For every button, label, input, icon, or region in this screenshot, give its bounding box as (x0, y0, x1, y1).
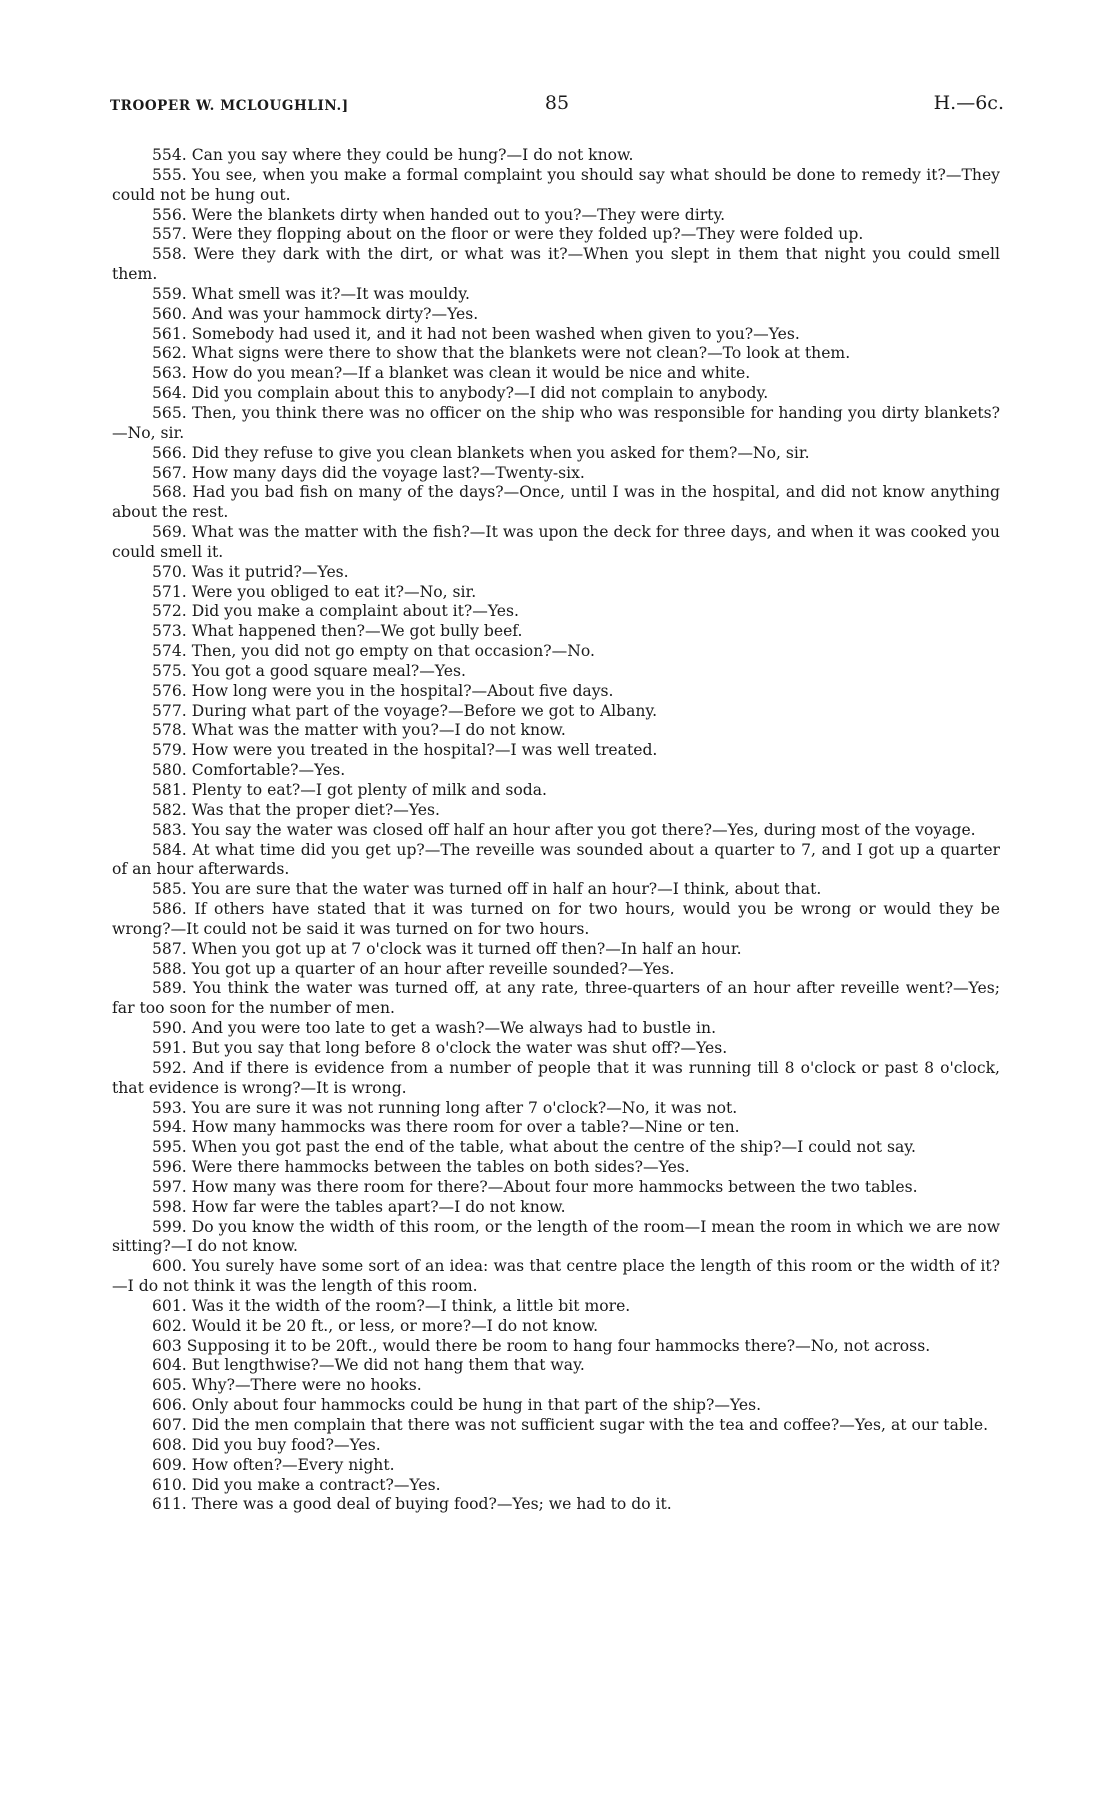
question-number: 564. (152, 384, 187, 403)
question-text: Supposing it to be 20ft., would there be room to hang four hammocks there?—No, not across. (186, 1336, 931, 1355)
question-entry (112, 1218, 1000, 1258)
question-entry (112, 602, 1000, 622)
question-number: 593. (152, 1098, 187, 1117)
question-text: Then, you think there was no officer on the ship who was responsible for handing you dirty blankets?—No, sir. (112, 403, 1000, 442)
question-number: 596. (152, 1158, 187, 1177)
question-entry (112, 384, 1000, 404)
question-text: But lengthwise?—We did not hang them that way. (191, 1356, 585, 1375)
question-text: What was the matter with the fish?—It was upon the deck for three days, and when it was cooked you could smell it. (112, 523, 1000, 561)
question-text: How many days did the voyage last?—Twenty-six. (191, 463, 585, 482)
question-text: You got a good square meal?—Yes. (191, 661, 466, 680)
question-entry (112, 880, 1000, 900)
question-number: 610. (152, 1475, 187, 1494)
question-entry (112, 1416, 1000, 1436)
question-entry (112, 1099, 1000, 1119)
question-entry (112, 245, 1000, 285)
question-text: Did you complain about this to anybody?—I did not complain to anybody. (191, 384, 769, 403)
question-number: 591. (152, 1038, 187, 1057)
question-number: 560. (152, 304, 187, 323)
question-entry (112, 821, 1000, 841)
question-entry (112, 1257, 1000, 1297)
question-text: Do you know the width of this room, or the length of the room—I mean the room in which we are now sitting?—I do not know. (112, 1217, 1000, 1256)
question-text: And if there is evidence from a number of people that it was running till 8 o'clock or past 8 o'clock, that evidence is wrong?—It is wrong. (112, 1058, 1000, 1097)
question-text: What smell was it?—It was mouldy. (191, 284, 470, 303)
question-entry (112, 444, 1000, 464)
question-number: 555. (152, 165, 187, 184)
question-entry (112, 146, 1000, 166)
question-entry (112, 206, 1000, 226)
question-entry (112, 225, 1000, 245)
question-entry (112, 1317, 1000, 1337)
question-text: Was it the width of the room?—I think, a little bit more. (191, 1296, 631, 1315)
question-number: 558. (152, 245, 187, 264)
question-text: When you got past the end of the table, what about the centre of the ship?—I could not say. (191, 1138, 916, 1157)
question-text: You got up a quarter of an hour after reveille sounded?—Yes. (191, 959, 675, 978)
question-text: Only about four hammocks could be hung in that part of the ship?—Yes. (191, 1396, 762, 1415)
question-entry (112, 702, 1000, 722)
question-entry (112, 662, 1000, 682)
question-number: 557. (152, 225, 187, 244)
question-number: 570. (152, 562, 187, 581)
question-number: 569. (152, 523, 187, 542)
question-text: How were you treated in the hospital?—I was well treated. (191, 741, 658, 760)
question-number: 579. (152, 741, 187, 760)
question-number: 572. (152, 602, 187, 621)
question-number: 598. (152, 1197, 187, 1216)
question-text: Had you bad fish on many of the days?—Once, until I was in the hospital, and did not know anything about the rest. (112, 483, 1000, 522)
question-number: 562. (152, 344, 187, 363)
question-number: 574. (152, 642, 187, 661)
question-text: Then, you did not go empty on that occasion?—No. (191, 642, 595, 661)
question-entry (112, 1356, 1000, 1376)
page-number: 85 (544, 92, 570, 114)
question-number: 563. (152, 364, 187, 383)
question-entry (112, 622, 1000, 642)
question-number: 609. (152, 1455, 187, 1474)
question-number: 589. (152, 979, 187, 998)
question-number: 600. (152, 1257, 187, 1276)
question-text: And you were too late to get a wash?—We always had to bustle in. (191, 1019, 717, 1038)
question-entry (112, 583, 1000, 603)
question-number: 567. (152, 463, 187, 482)
question-text: But you say that long before 8 o'clock the water was shut off?—Yes. (191, 1038, 728, 1057)
question-text: And was your hammock dirty?—Yes. (191, 304, 479, 323)
question-text: Were the blankets dirty when handed out to you?—They were dirty. (191, 205, 726, 224)
question-text: What was the matter with you?—I do not know. (191, 721, 566, 740)
question-number: 592. (152, 1058, 187, 1077)
question-entry (112, 1456, 1000, 1476)
question-entry (112, 781, 1000, 801)
question-entry (112, 1019, 1000, 1039)
question-text: You surely have some sort of an idea: was that centre place the length of this room or the width of it?—I do not think it was the length of this room. (112, 1257, 1000, 1296)
question-text: Did you make a complaint about it?—Yes. (191, 602, 519, 621)
question-entry (112, 801, 1000, 821)
question-text: Would it be 20 ft., or less, or more?—I do not know. (191, 1316, 599, 1335)
question-entry (112, 1198, 1000, 1218)
question-number: 576. (152, 681, 187, 700)
question-number: 565. (152, 403, 187, 422)
question-text: How often?—Every night. (191, 1455, 395, 1474)
question-text: How far were the tables apart?—I do not know. (191, 1197, 566, 1216)
question-entry (112, 761, 1000, 781)
question-entry (112, 940, 1000, 960)
question-entry (112, 464, 1000, 484)
question-entry (112, 364, 1000, 384)
question-text: How many hammocks was there room for over a table?—Nine or ten. (191, 1118, 740, 1137)
question-entry (112, 721, 1000, 741)
question-number: 556. (152, 205, 187, 224)
question-text: How many was there room for there?—About four more hammocks between the two tables. (191, 1177, 918, 1196)
question-entry (112, 404, 1000, 444)
question-entry (112, 900, 1000, 940)
question-number: 595. (152, 1138, 187, 1157)
question-entry (112, 1337, 1000, 1357)
question-entry (112, 979, 1000, 1019)
question-number: 590. (152, 1019, 187, 1038)
question-entry (112, 1138, 1000, 1158)
question-number: 605. (152, 1376, 187, 1395)
question-text: What signs were there to show that the blankets were not clean?—To look at them. (191, 344, 851, 363)
question-entry (112, 285, 1000, 305)
question-text: During what part of the voyage?—Before we got to Albany. (191, 701, 658, 720)
question-text: Did they refuse to give you clean blankets when you asked for them?—No, sir. (191, 443, 810, 462)
question-number: 561. (152, 324, 187, 343)
question-entry (112, 1178, 1000, 1198)
question-text: There was a good deal of buying food?—Yes; we had to do it. (191, 1495, 672, 1514)
question-number: 571. (152, 582, 187, 601)
question-entry (112, 483, 1000, 523)
question-number: 584. (152, 840, 187, 859)
question-text: At what time did you get up?—The reveille was sounded about a quarter to 7, and I got up a quarter of an hour afterwards. (112, 840, 1000, 879)
running-head: TROOPER W. MCLOUGHLIN.] (110, 98, 349, 114)
question-number: 601. (152, 1296, 187, 1315)
question-text: Did you make a contract?—Yes. (191, 1475, 441, 1494)
question-entry (112, 1396, 1000, 1416)
question-text: Was it putrid?—Yes. (191, 562, 349, 581)
question-text: What happened then?—We got bully beef. (191, 622, 523, 641)
question-entry (112, 960, 1000, 980)
question-number: 568. (152, 483, 187, 502)
question-text: Plenty to eat?—I got plenty of milk and soda. (191, 781, 548, 799)
question-number: 607. (152, 1416, 187, 1434)
question-number: 583. (152, 820, 187, 839)
question-number: 608. (152, 1435, 187, 1454)
question-text: Why?—There were no hooks. (191, 1376, 422, 1395)
question-text: If others have stated that it was turned on for two hours, would you be wrong or would they be wrong?—It could not be said it was turned on for two hours. (112, 900, 1000, 938)
question-text: Can you say where they could be hung?—I do not know. (191, 146, 634, 164)
question-entry (112, 1376, 1000, 1396)
question-entry (112, 325, 1000, 345)
question-entry (112, 1495, 1000, 1515)
question-number: 599. (152, 1217, 187, 1236)
question-text: Somebody had used it, and it had not been washed when given to you?—Yes. (191, 324, 800, 343)
question-number: 559. (152, 284, 187, 303)
question-number: 575. (152, 661, 187, 680)
question-number: 554. (152, 146, 187, 164)
question-entry (112, 741, 1000, 761)
question-number: 604. (152, 1356, 187, 1375)
question-entry (112, 1039, 1000, 1059)
question-entry (112, 1436, 1000, 1456)
question-entry (112, 1158, 1000, 1178)
question-text: When you got up at 7 o'clock was it turned off then?—In half an hour. (191, 939, 742, 958)
question-entry (112, 1297, 1000, 1317)
question-number: 606. (152, 1396, 187, 1415)
question-number: 587. (152, 939, 187, 958)
question-number: 582. (152, 800, 187, 819)
question-text: Were they dark with the dirt, or what was it?—When you slept in them that night you could smell them. (112, 245, 1000, 284)
question-number: 585. (152, 880, 187, 899)
question-entry (112, 1476, 1000, 1496)
question-number: 577. (152, 701, 187, 720)
question-entry (112, 166, 1000, 206)
question-number: 597. (152, 1177, 187, 1196)
document-reference: H.—6c. (933, 92, 1004, 114)
question-text: You see, when you make a formal complaint you should say what should be done to remedy it?—They could not be hung out. (112, 165, 1000, 204)
question-text: Was that the proper diet?—Yes. (191, 800, 440, 819)
question-number: 611. (152, 1495, 187, 1514)
question-text: Did the men complain that there was not sufficient sugar with the tea and coffee?—Yes, at our table. (191, 1416, 989, 1434)
question-text: Were they flopping about on the floor or were they folded up?—They were folded up. (191, 225, 864, 244)
question-text: You say the water was closed off half an hour after you got there?—Yes, during most of the voyage. (191, 820, 976, 839)
question-number: 578. (152, 721, 187, 740)
question-text: Were there hammocks between the tables on both sides?—Yes. (191, 1158, 690, 1177)
question-number: 566. (152, 443, 187, 462)
question-number: 603 (152, 1336, 182, 1355)
question-text: You think the water was turned off, at any rate, three-quarters of an hour after reveille went?—Yes; far too soon for the number of men. (112, 979, 1000, 1018)
question-entry (112, 642, 1000, 662)
question-number: 581. (152, 781, 187, 799)
question-text: Comfortable?—Yes. (191, 761, 346, 780)
question-entry (112, 1118, 1000, 1138)
question-entry (112, 523, 1000, 563)
question-number: 586. (152, 900, 187, 919)
question-entry (112, 344, 1000, 364)
question-text: Did you buy food?—Yes. (191, 1435, 381, 1454)
question-number: 573. (152, 622, 187, 641)
question-number: 580. (152, 761, 187, 780)
question-entry (112, 305, 1000, 325)
question-entry (112, 841, 1000, 881)
question-number: 594. (152, 1118, 187, 1137)
testimony-body (112, 146, 1000, 1515)
question-text: How do you mean?—If a blanket was clean it would be nice and white. (191, 364, 751, 383)
question-entry (112, 563, 1000, 583)
question-number: 602. (152, 1316, 187, 1335)
question-number: 588. (152, 959, 187, 978)
question-text: You are sure it was not running long after 7 o'clock?—No, it was not. (191, 1098, 738, 1117)
question-text: You are sure that the water was turned off in half an hour?—I think, about that. (191, 880, 822, 899)
question-text: How long were you in the hospital?—About five days. (191, 681, 614, 700)
question-text: Were you obliged to eat it?—No, sir. (191, 582, 477, 601)
page-header (110, 92, 1004, 122)
question-entry (112, 682, 1000, 702)
question-entry (112, 1059, 1000, 1099)
